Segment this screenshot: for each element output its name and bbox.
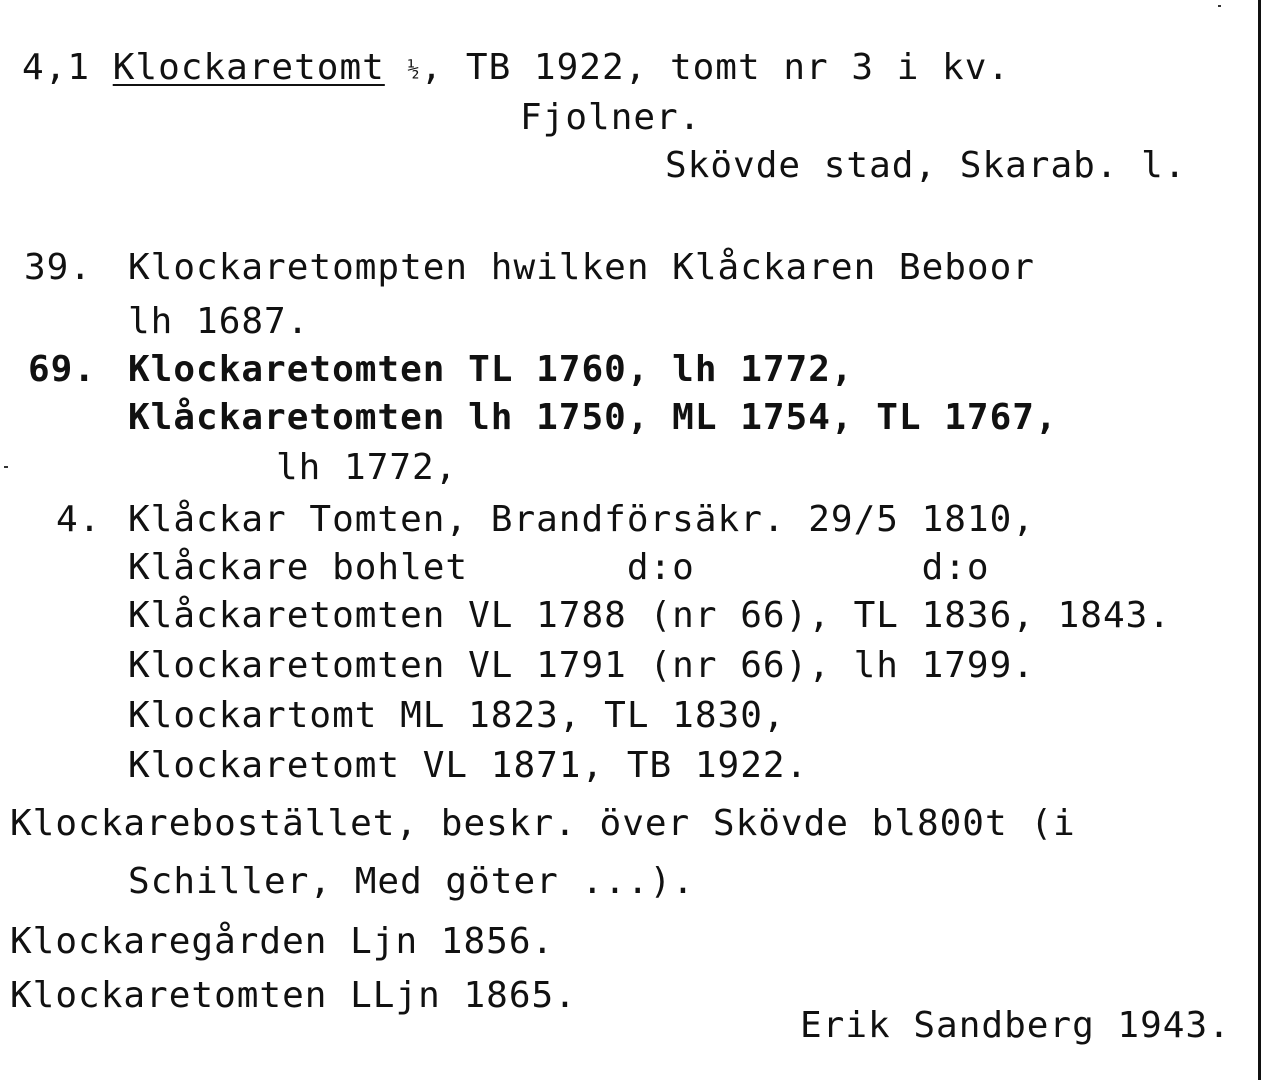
header-location: Skövde stad, Skarab. l. — [665, 145, 1187, 186]
entry-text: Klåckaretomten VL 1788 (nr 66), TL 1836, 1843. — [128, 595, 1171, 636]
entry-text: Klockaretomten VL 1791 (nr 66), lh 1799. — [128, 645, 1035, 686]
entry-text: Klockaretompten hwilken Klåckaren Beboor — [128, 247, 1035, 288]
entry-text: Klåckare bohlet d:o d:o — [128, 547, 990, 588]
header-number: 4,1 — [22, 47, 91, 88]
header-line-2: Fjolner. — [520, 97, 702, 138]
entry-text: lh 1772, — [276, 447, 458, 488]
signature: Erik Sandberg 1943. — [800, 1005, 1231, 1046]
speck — [4, 466, 8, 468]
entry-number: 39. — [24, 247, 93, 288]
card-right-edge — [1258, 0, 1261, 1080]
entry-text: Klockaretomten TL 1760, lh 1772, — [128, 349, 854, 390]
note-line: Klockarebostället, beskr. över Skövde bl800t (i — [10, 803, 1076, 844]
note-line: Klockaretomten LLjn 1865. — [10, 975, 577, 1016]
header-fraction: ½ — [407, 57, 421, 81]
entry-text: Klåckar Tomten, Brandförsäkr. 29/5 1810, — [128, 499, 1035, 540]
entry-text: Klockartomt ML 1823, TL 1830, — [128, 695, 786, 736]
entry-text: lh 1687. — [128, 301, 310, 342]
entry-text: Klåckaretomten lh 1750, ML 1754, TL 1767, — [128, 397, 1058, 438]
entry-text: Klockaretomt VL 1871, TB 1922. — [128, 745, 809, 786]
entry-number: 4. — [56, 499, 102, 540]
note-line: Klockaregården Ljn 1856. — [10, 921, 555, 962]
note-line: Schiller, Med göter ...). — [128, 861, 695, 902]
header-line — [22, 48, 1010, 88]
entry-number: 69. — [28, 349, 97, 390]
header-rest: , TB 1922, tomt nr 3 i kv. — [420, 47, 1011, 88]
speck — [1218, 5, 1221, 7]
header-name: Klockaretomt — [112, 47, 385, 88]
